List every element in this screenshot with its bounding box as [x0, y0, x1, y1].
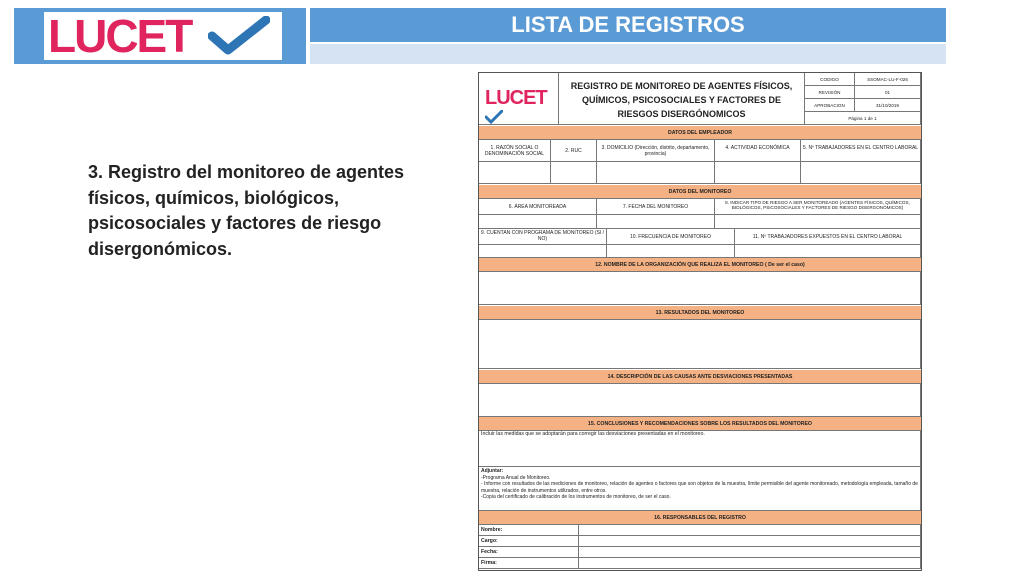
form-logo	[485, 87, 558, 128]
slide-description: 3. Registro del monitoreo de agentes físicos, químicos, biológicos, psicosociales y factores de riesgo disergonómicos.	[88, 162, 405, 259]
header-logo-panel	[14, 8, 306, 64]
cell-empty	[479, 245, 607, 258]
col-tipo-riesgo: 8. INDICAR TIPO DE RIESGO A SER MONITOREADO (AGENTES FÍSICOS, QUÍMICOS, BIOLÓGICOS, PSICOSOCIALES Y FACTORES DE RIESGO DISERGONÓMICOS)	[715, 199, 921, 215]
page-number: Página 1 de 1	[805, 112, 921, 125]
monitoring-form	[478, 72, 922, 571]
section-responsables: 16. RESPONSABLES DEL REGISTRO	[479, 511, 921, 525]
adjuntar-line: -Copia del certificado de calibración de los instrumentos de monitoreo, de ser el caso.	[481, 494, 671, 501]
cell-empty	[551, 162, 597, 184]
cell-empty	[479, 162, 551, 184]
cell-empty	[597, 162, 715, 184]
title-bar	[310, 8, 946, 42]
resp-cargo-label: Cargo:	[479, 536, 579, 547]
logo-card	[44, 12, 282, 60]
cell-empty	[597, 215, 715, 229]
cell-empty	[801, 162, 921, 184]
form-checkmark-icon	[485, 110, 503, 124]
col-razon-social: 1. RAZÓN SOCIAL O DENOMINACIÓN SOCIAL	[479, 140, 551, 162]
form-logo-cell	[479, 73, 559, 125]
meta-label: CODIGO	[805, 73, 855, 86]
meta-value: SSOMAC-LU-F-026	[855, 73, 921, 86]
col-expuestos: 11. Nº TRABAJADORES EXPUESTOS EN EL CENTRO LABORAL	[735, 229, 921, 245]
col-fecha: 7. FECHA DEL MONITOREO	[597, 199, 715, 215]
organizacion-field	[479, 272, 921, 305]
section-conclusiones: 15. CONCLUSIONES Y RECOMENDACIONES SOBRE LOS RESULTADOS DEL MONITOREO	[479, 417, 921, 431]
adjuntar-line: - Informe con resultados de las mediciones de monitoreo, relación de agentes o factores que son objetos de la muestra, límite permisible del agente monitoreado, metodología empleada, tamaño de muestra, relación de instrumentos utilizados, entre otros.	[481, 481, 918, 494]
section-resultados: 13. RESULTADOS DEL MONITOREO	[479, 306, 921, 320]
resp-nombre-field	[579, 525, 921, 536]
cell-empty	[715, 162, 801, 184]
col-programa: 9. CUENTAN CON PROGRAMA DE MONITOREO (SI / NO)	[479, 229, 607, 245]
lucet-logo-text: LUCET	[48, 10, 192, 62]
cell-empty	[715, 215, 921, 229]
form-logo-text: LUCET	[485, 87, 547, 109]
causas-field	[479, 384, 921, 417]
col-ruc: 2. RUC	[551, 140, 597, 162]
meta-value: 31/10/2019	[855, 99, 921, 112]
resp-firma-label: Firma:	[479, 558, 579, 569]
adjuntar-line: -Programa Anual de Monitoreo.	[481, 474, 551, 481]
form-heading: REGISTRO DE MONITOREO DE AGENTES FÍSICOS, QUÍMICOS, PSICOSOCIALES Y FACTORES DE RIESGOS DISERGÓNOMICOS	[559, 73, 805, 125]
col-actividad: 4. ACTIVIDAD ECONÓMICA	[715, 140, 801, 162]
title-subbar	[310, 44, 946, 64]
conclusiones-note: Incluir las medidas que se adoptarán para corregir las desviaciones presentadas en el monitoreo.	[479, 431, 921, 467]
col-area: 6. ÁREA MONITOREADA	[479, 199, 597, 215]
resp-nombre-label: Nombre:	[479, 525, 579, 536]
col-frecuencia: 10. FRECUENCIA DE MONITOREO	[607, 229, 735, 245]
adjuntar-title: Adjuntar:	[481, 468, 504, 474]
page-title: LISTA DE REGISTROS	[511, 12, 745, 37]
meta-label: REVISIÓN	[805, 86, 855, 99]
resultados-field	[479, 320, 921, 369]
section-monitoreo: DATOS DEL MONITOREO	[479, 185, 921, 199]
resp-firma-field	[579, 558, 921, 569]
cell-empty	[607, 245, 735, 258]
section-empleador: DATOS DEL EMPLEADOR	[479, 126, 921, 140]
col-domicilio: 3. DOMICILIO (Dirección, distrito, departamento, provincia)	[597, 140, 715, 162]
resp-fecha-label: Fecha:	[479, 547, 579, 558]
cell-empty	[479, 215, 597, 229]
cell-empty	[735, 245, 921, 258]
section-organizacion: 12. NOMBRE DE LA ORGANIZACIÓN QUE REALIZA EL MONITOREO ( De ser el caso)	[479, 258, 921, 272]
meta-value: 01	[855, 86, 921, 99]
section-causas: 14. DESCRIPCIÓN DE LAS CAUSAS ANTE DESVIACIONES PRESENTADAS	[479, 370, 921, 384]
adjuntar-block	[479, 467, 921, 511]
resp-cargo-field	[579, 536, 921, 547]
meta-label: APROBACION	[805, 99, 855, 112]
resp-fecha-field	[579, 547, 921, 558]
col-trabajadores: 5. Nº TRABAJADORES EN EL CENTRO LABORAL	[801, 140, 921, 162]
checkmark-icon	[208, 16, 270, 56]
